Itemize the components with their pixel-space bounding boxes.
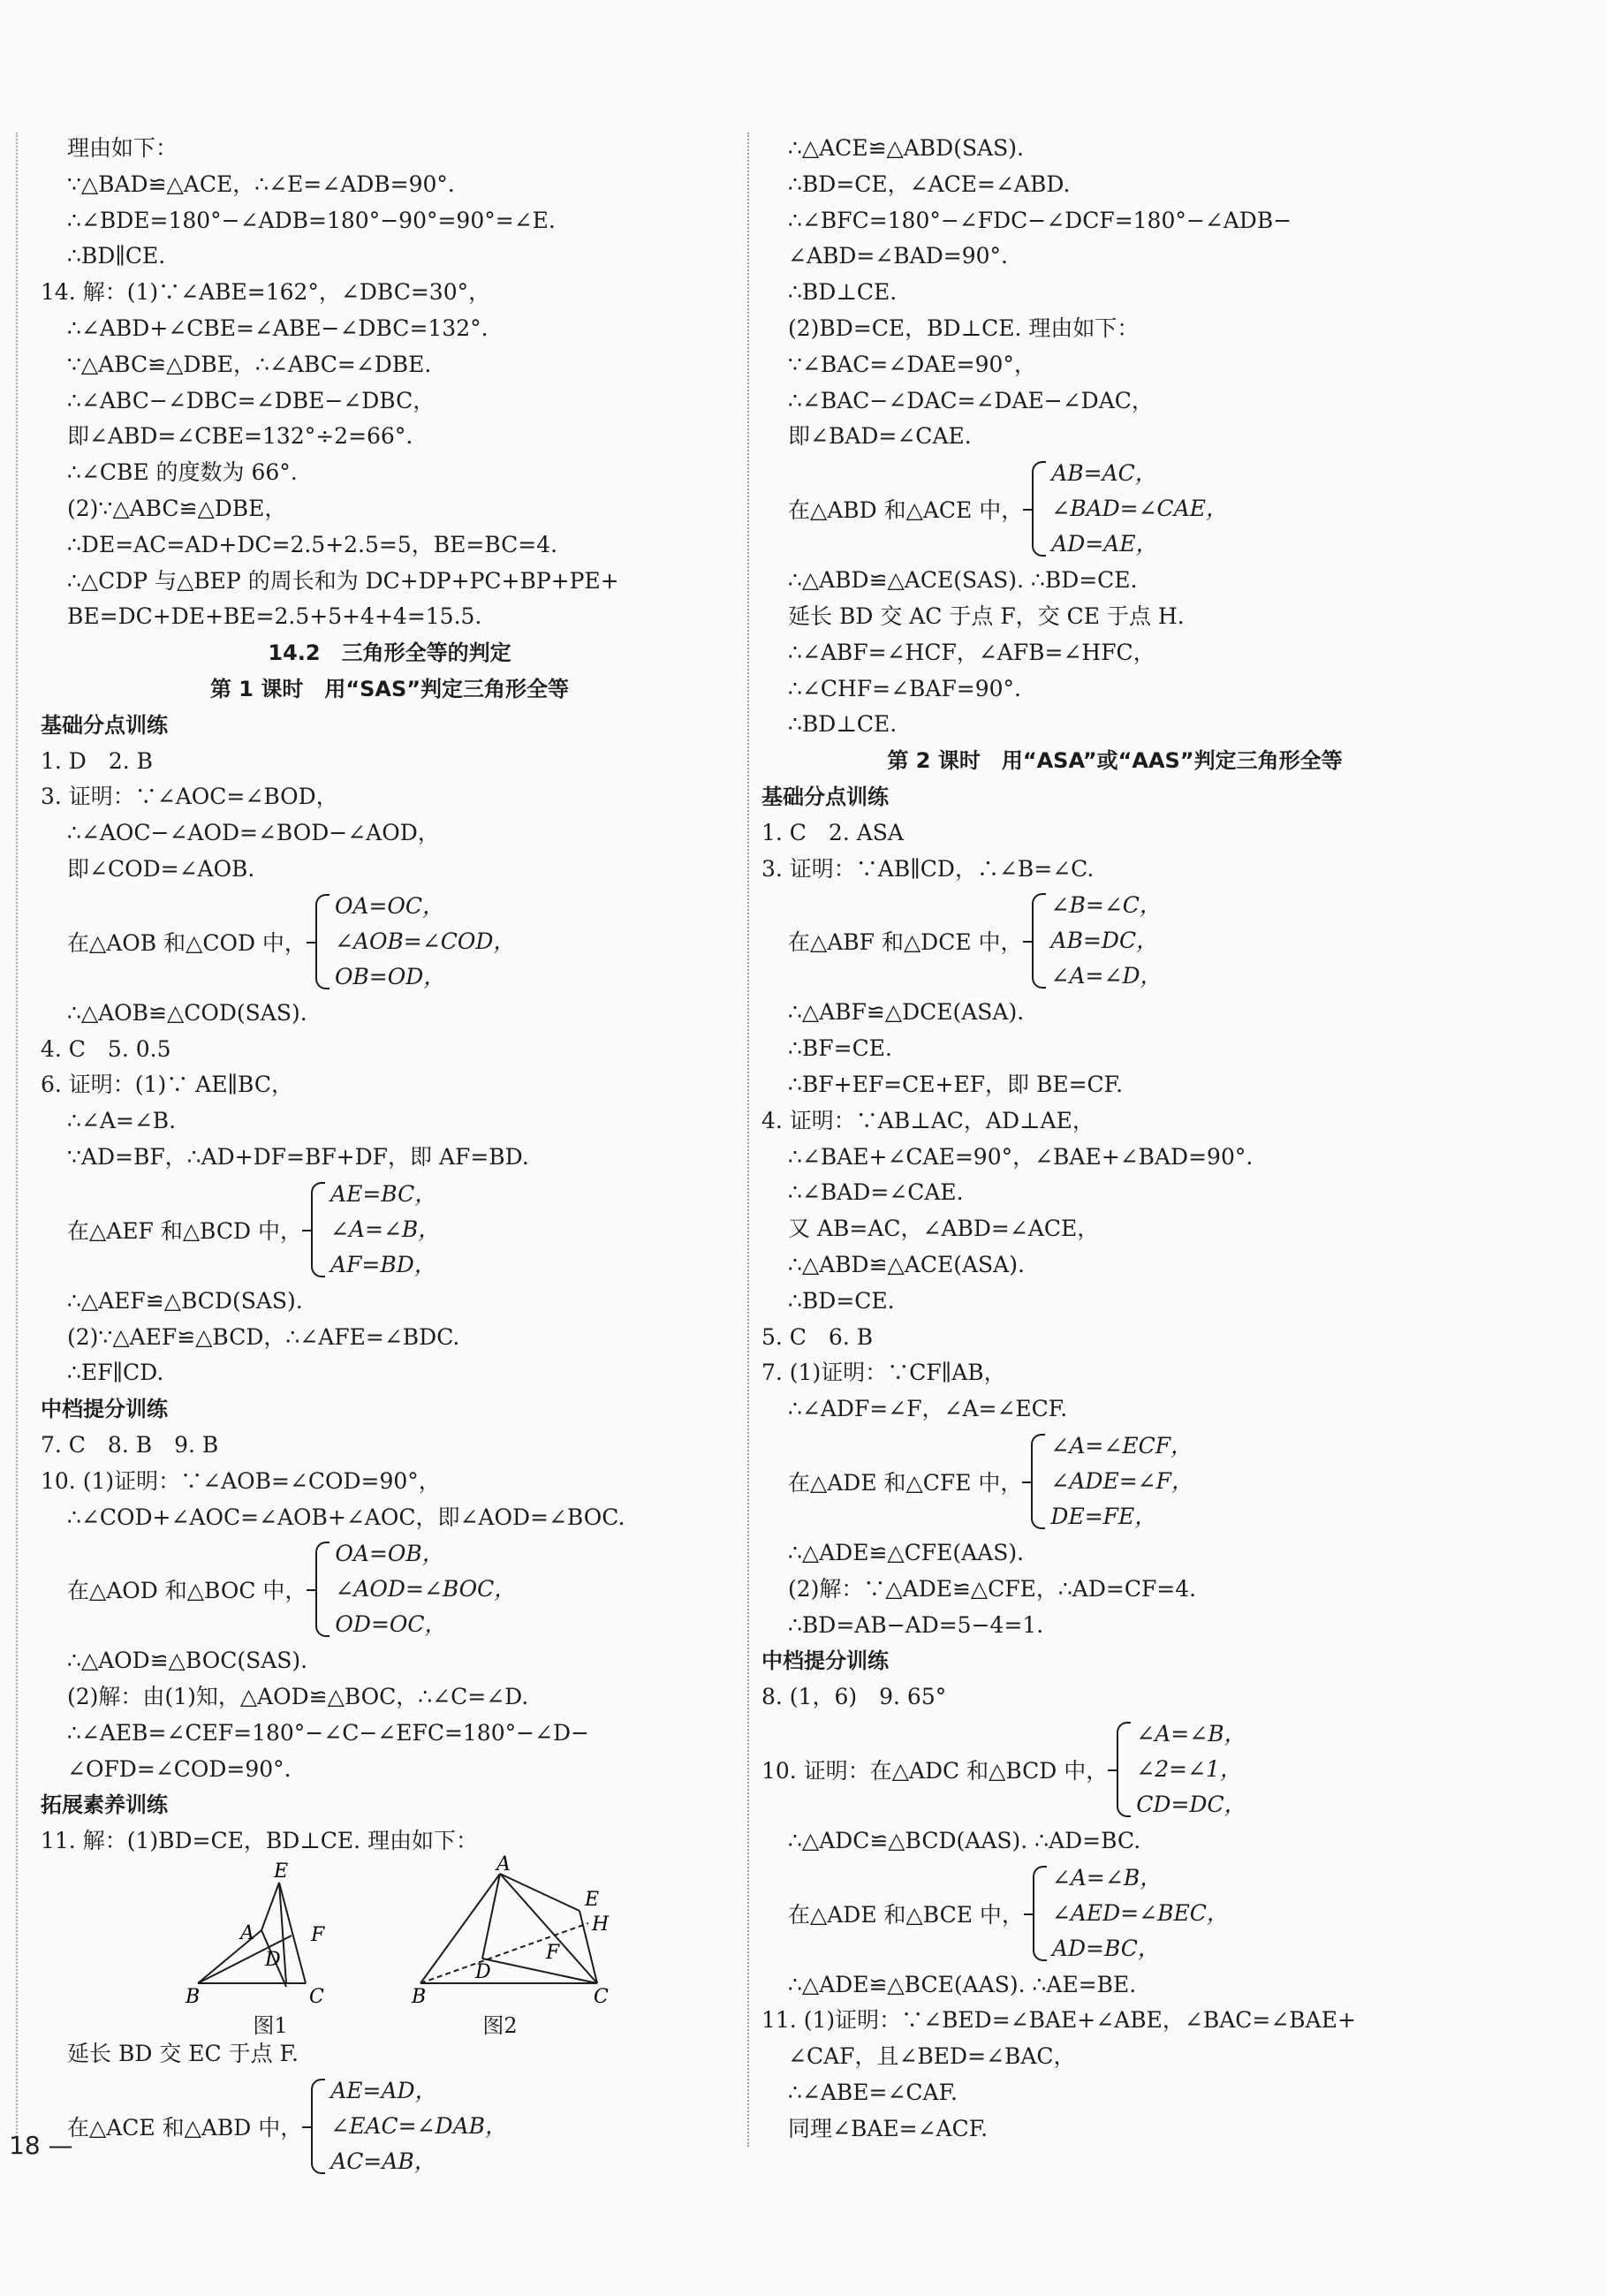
section-heading-basic: 基础分点训练 xyxy=(761,784,889,809)
point-label: F xyxy=(546,1942,560,1965)
condition-item: AE=BC， xyxy=(330,1180,437,1207)
condition-item: AD=AE， xyxy=(1051,531,1158,557)
brace-condition-group xyxy=(761,455,1468,563)
condition-system xyxy=(1029,1860,1229,1966)
brace-prefix: 在△AOB 和△COD 中， xyxy=(67,929,307,956)
condition-item: ∠AED=∠BEC， xyxy=(1051,1899,1229,1926)
brace-condition-group xyxy=(41,888,739,996)
brace-prefix: 10. 证明：在△ADC 和△BCD 中， xyxy=(761,1757,1109,1784)
answer-line: ∠ABD=∠BAD=90°. xyxy=(788,243,1008,269)
answer-line: 即∠ABD=∠CBE=132°÷2=66°. xyxy=(67,423,413,450)
condition-system xyxy=(307,2073,507,2179)
answer-line: (2)∵△AEF≌△BCD，∴∠AFE=∠BDC. xyxy=(67,1323,460,1350)
section-heading-mid: 中档提分训练 xyxy=(761,1648,889,1674)
answer-line: ∴∠ABE=∠CAF. xyxy=(788,2080,958,2106)
condition-item: DE=FE， xyxy=(1050,1503,1157,1529)
answer-line: ∵△ABC≌△DBE，∴∠ABC=∠DBE. xyxy=(67,351,432,377)
figure-2 xyxy=(412,1853,610,2039)
answer-line: ∴△AOD≌△BOC(SAS). xyxy=(67,1648,308,1674)
answer-line: 8. (1，6) 9. 65° xyxy=(761,1684,947,1710)
answer-line: ∴∠ABF=∠HCF，∠AFB=∠HFC， xyxy=(788,639,1155,665)
condition-item: ∠BAD=∠CAE， xyxy=(1051,496,1228,522)
condition-item: OD=OC， xyxy=(335,1611,447,1638)
condition-item: ∠A=∠B， xyxy=(330,1216,441,1242)
answer-line: ∴∠CHF=∠BAF=90°. xyxy=(788,675,1022,701)
answer-line: ∴△ADE≌△BCE(AAS). ∴AE=BE. xyxy=(788,1971,1137,1997)
lesson-title: 第 1 课时 用“SAS”判定三角形全等 xyxy=(209,676,570,701)
answer-line: ∴∠BAD=∠CAE. xyxy=(788,1179,964,1206)
answer-line: ∴△ABD≌△ACE(SAS). ∴BD=CE. xyxy=(788,567,1138,594)
answer-line: ∴BF+EF=CE+EF，即 BE=CF. xyxy=(788,1071,1124,1097)
answer-line: ∴∠BDE=180°−∠ADB=180°−90°=90°=∠E. xyxy=(67,207,556,233)
answer-line: 5. C 6. B xyxy=(761,1323,874,1350)
brace-prefix: 在△ADE 和△BCE 中， xyxy=(788,1901,1024,1928)
condition-system xyxy=(1028,888,1163,994)
brace-prefix: 在△ABF 和△DCE 中， xyxy=(788,929,1023,956)
answer-line: ∴△ADC≌△BCD(AAS). ∴AD=BC. xyxy=(788,1827,1141,1853)
condition-item: AF=BD， xyxy=(330,1251,436,1277)
condition-item: AD=BC， xyxy=(1051,1935,1160,1961)
point-label: C xyxy=(594,1986,609,2009)
answer-line: ∵AD=BF，∴AD+DF=BF+DF，即 AF=BD. xyxy=(67,1143,529,1170)
answer-line: ∴BD=CE. xyxy=(788,1287,895,1314)
answer-line: ∴△AOB≌△COD(SAS). xyxy=(67,999,307,1026)
point-label: D xyxy=(265,1949,281,1972)
answer-line: ∴∠BAC−∠DAC=∠DAE−∠DAC， xyxy=(788,387,1154,413)
condition-item: ∠B=∠C， xyxy=(1050,892,1162,919)
brace-condition-group xyxy=(761,1860,1468,1967)
answer-line: 3. 证明：∵∠AOC=∠BOD， xyxy=(41,784,338,810)
answer-line: 又 AB=AC，∠ABD=∠ACE， xyxy=(788,1216,1100,1242)
answer-line: ∴∠CBE 的度数为 66°. xyxy=(67,459,298,486)
condition-item: ∠AOD=∠BOC， xyxy=(335,1576,517,1603)
section-heading-basic: 基础分点训练 xyxy=(41,712,168,738)
condition-item: AB=DC， xyxy=(1050,928,1159,954)
answer-line: ∴∠A=∠B. xyxy=(67,1108,177,1134)
answer-line: 理由如下： xyxy=(67,135,178,161)
brace-prefix: 在△ADE 和△CFE 中， xyxy=(788,1469,1023,1496)
point-label: E xyxy=(274,1860,289,1883)
answer-line: 11. (1)证明：∵∠BED=∠BAE+∠ABE，∠BAC=∠BAE+ xyxy=(761,2007,1356,2034)
condition-item: ∠ADE=∠F， xyxy=(1050,1467,1193,1494)
condition-item: AC=AB， xyxy=(330,2148,436,2174)
figure-segment xyxy=(482,1959,597,1983)
answer-line: 1. D 2. B xyxy=(41,747,154,774)
answer-line: ∵∠BAC=∠DAE=90°， xyxy=(788,351,1036,377)
answer-line: 6. 证明：(1)∵ AE∥BC， xyxy=(41,1072,293,1098)
condition-item: OA=OB， xyxy=(335,1541,444,1567)
condition-system xyxy=(312,1536,516,1642)
condition-item: ∠AOB=∠COD， xyxy=(334,928,516,954)
point-label: H xyxy=(592,1913,610,1936)
figure-1 xyxy=(182,1860,359,2039)
figure-row xyxy=(41,1853,739,2039)
answer-line: 10. (1)证明：∵∠AOB=∠COD=90°， xyxy=(41,1467,441,1494)
answer-line: ∴∠AEB=∠CEF=180°−∠C−∠EFC=180°−∠D− xyxy=(67,1719,590,1746)
section-heading-ext: 拓展素养训练 xyxy=(41,1792,168,1818)
answer-line: ∠OFD=∠COD=90°. xyxy=(67,1755,292,1782)
condition-system xyxy=(1027,1428,1193,1534)
answer-line: ∴BD∥CE. xyxy=(67,243,166,269)
point-label: D xyxy=(475,1961,491,1984)
brace-condition-group xyxy=(41,1176,739,1284)
answer-line: ∴∠AOC−∠AOD=∠BOD−∠AOD， xyxy=(67,820,440,846)
condition-item: ∠A=∠B， xyxy=(1136,1720,1246,1747)
condition-item: ∠EAC=∠DAB， xyxy=(330,2112,507,2139)
point-label: B xyxy=(186,1986,201,2009)
answer-line: BE=DC+DE+BE=2.5+5+4+4=15.5. xyxy=(67,603,482,630)
answer-line: 11. 解：(1)BD=CE，BD⊥CE. 理由如下： xyxy=(41,1828,479,1854)
brace-condition-group xyxy=(761,1428,1468,1535)
answer-line: 即∠COD=∠AOB. xyxy=(67,855,255,882)
answer-line: ∴△ACE≌△ABD(SAS). xyxy=(788,135,1024,161)
answer-line: ∴∠ABC−∠DBC=∠DBE−∠DBC， xyxy=(67,387,436,413)
condition-item: CD=DC， xyxy=(1136,1791,1246,1817)
condition-item: AE=AD， xyxy=(330,2077,437,2103)
answer-line: 同理∠BAE=∠ACF. xyxy=(788,2115,989,2141)
answer-line: ∴∠ADF=∠F，∠A=∠ECF. xyxy=(788,1396,1068,1422)
answer-line: 4. 证明：∵AB⊥AC，AD⊥AE， xyxy=(761,1107,1095,1133)
answer-line: ∴BF=CE. xyxy=(788,1035,892,1062)
answer-line: 延长 BD 交 EC 于点 F. xyxy=(67,2041,299,2067)
condition-item: OB=OD， xyxy=(334,963,446,989)
brace-condition-group xyxy=(761,887,1468,995)
fig2-drawing xyxy=(412,1853,610,2010)
answer-line: ∴BD=AB−AD=5−4=1. xyxy=(788,1611,1044,1638)
section-title: 14.2 三角形全等的判定 xyxy=(268,640,511,666)
answer-line: ∴△ABF≌△DCE(ASA). xyxy=(788,999,1025,1026)
answer-line: ∴BD=CE，∠ACE=∠ABD. xyxy=(788,170,1071,197)
figure-segment xyxy=(261,1883,279,1930)
right-column xyxy=(761,131,1468,2148)
answer-line: ∴△AEF≌△BCD(SAS). xyxy=(67,1287,303,1314)
answer-line: ∴∠COD+∠AOC=∠AOB+∠AOC，即∠AOD=∠BOC. xyxy=(67,1504,625,1530)
brace-prefix: 在△AEF 和△BCD 中， xyxy=(67,1217,303,1244)
answer-line: (2)解：由(1)知，△AOD≌△BOC，∴∠C=∠D. xyxy=(67,1684,529,1710)
brace-prefix: 在△ABD 和△ACE 中， xyxy=(788,497,1024,524)
point-label: A xyxy=(496,1853,511,1876)
answer-line: 即∠BAD=∠CAE. xyxy=(788,423,972,450)
condition-system xyxy=(1113,1716,1246,1822)
answer-line: ∴∠BFC=180°−∠FDC−∠DCF=180°−∠ADB− xyxy=(788,207,1292,233)
figure-caption: 图1 xyxy=(253,2013,288,2039)
answer-line: (2)BD=CE，BD⊥CE. 理由如下： xyxy=(788,314,1140,341)
brace-condition-group xyxy=(761,1716,1468,1823)
figure-segment xyxy=(420,1923,588,1983)
section-heading-mid: 中档提分训练 xyxy=(41,1397,168,1422)
answer-line: 延长 BD 交 AC 于点 F，交 CE 于点 H. xyxy=(788,602,1185,629)
answer-line: 1. C 2. ASA xyxy=(761,819,904,845)
point-label: F xyxy=(311,1924,325,1947)
answer-line: ∴△ABD≌△ACE(ASA). xyxy=(788,1251,1025,1277)
page-number: 18 — xyxy=(9,2131,73,2160)
answer-line: ∴BD⊥CE. xyxy=(788,279,898,306)
condition-system xyxy=(307,1177,440,1283)
condition-item: OA=OC， xyxy=(334,892,445,919)
answer-line: ∴EF∥CD. xyxy=(67,1360,164,1386)
figure-segment xyxy=(500,1874,580,1911)
point-label: A xyxy=(240,1922,254,1945)
point-label: E xyxy=(585,1889,600,1912)
answer-line: ∴△ADE≌△CFE(AAS). xyxy=(788,1539,1025,1565)
binding-margin-line xyxy=(16,133,18,2147)
answer-line: 3. 证明：∵AB∥CD，∴∠B=∠C. xyxy=(761,855,1095,882)
condition-item: ∠2=∠1， xyxy=(1136,1755,1242,1782)
answer-line: 7. (1)证明：∵CF∥AB， xyxy=(761,1360,1006,1386)
figure-segment xyxy=(500,1874,600,1983)
answer-line: ∴△CDP 与△BEP 的周长和为 DC+DP+PC+BP+PE+ xyxy=(67,567,619,594)
answer-line: 7. C 8. B 9. B xyxy=(41,1431,219,1458)
brace-condition-group xyxy=(41,1535,739,1643)
left-column xyxy=(41,131,739,2180)
point-label: B xyxy=(412,1986,427,2009)
fig1-drawing xyxy=(182,1860,376,2010)
answer-line: ∴DE=AC=AD+DC=2.5+2.5=5，BE=BC=4. xyxy=(67,531,558,557)
condition-item: ∠A=∠ECF， xyxy=(1050,1432,1193,1459)
answer-line: ∠CAF，且∠BED=∠BAC， xyxy=(788,2043,1076,2070)
answer-line: ∴∠BAE+∠CAE=90°，∠BAE+∠BAD=90°. xyxy=(788,1143,1254,1170)
lesson-title: 第 2 课时 用“ASA”或“AAS”判定三角形全等 xyxy=(887,748,1343,774)
condition-item: ∠A=∠B， xyxy=(1051,1864,1163,1891)
answer-line: (2)解：∵△ADE≌△CFE，∴AD=CF=4. xyxy=(788,1575,1197,1602)
brace-prefix: 在△AOD 和△BOC 中， xyxy=(67,1578,307,1604)
point-label: C xyxy=(309,1986,324,2009)
answer-line: 4. C 5. 0.5 xyxy=(41,1035,171,1062)
figure-caption: 图2 xyxy=(482,2013,518,2039)
condition-system xyxy=(1028,456,1228,562)
answer-line: ∴∠ABD+∠CBE=∠ABE−∠DBC=132°. xyxy=(67,314,489,341)
brace-condition-group xyxy=(41,2072,739,2180)
condition-item: AB=AC， xyxy=(1051,460,1157,487)
brace-prefix: 在△ACE 和△ABD 中， xyxy=(67,2114,303,2141)
answer-line: 14. 解：(1)∵∠ABE=162°，∠DBC=30°， xyxy=(41,279,491,306)
answer-line: (2)∵△ABC≌△DBE， xyxy=(67,495,287,521)
answer-line: ∵△BAD≌△ACE，∴∠E=∠ADB=90°. xyxy=(67,170,455,197)
condition-system xyxy=(312,889,515,995)
condition-item: ∠A=∠D， xyxy=(1050,963,1163,989)
answer-line: ∴BD⊥CE. xyxy=(788,711,898,738)
column-divider xyxy=(747,133,749,2147)
